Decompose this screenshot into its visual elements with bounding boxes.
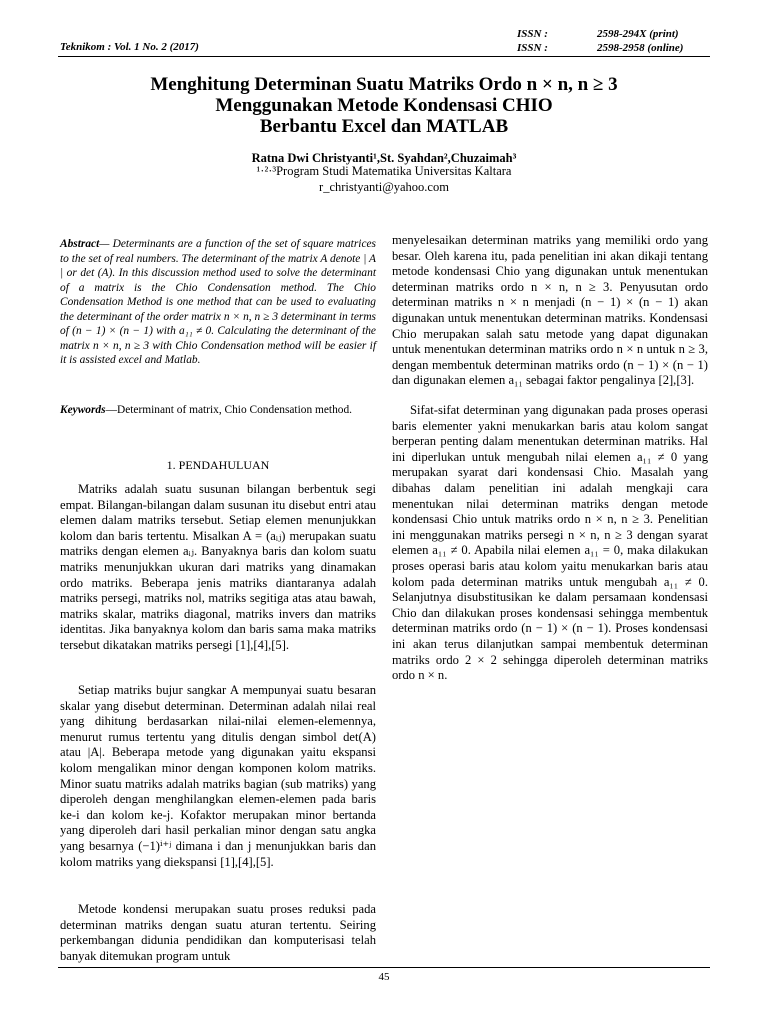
footer-rule [58,967,710,968]
issn-online: 2598-2958 (online) [597,42,684,54]
title-line-2: Menggunakan Metode Kondensasi CHIO [215,95,553,116]
paragraph-3: Metode kondensi merupakan suatu proses reduksi pada determinan matriks dengan suatu aturan tertentu. Seiring perkembangan didunia pendidikan dan komputerisasi telah banyak ditemukan program untuk [60,902,376,963]
issn-label-online: ISSN : [517,42,548,54]
keywords-text: —Determinant of matrix, Chio Condensation method. [105,404,353,416]
paragraph-1: Matriks adalah suatu susunan bilangan berbentuk segi empat. Bilangan-bilangan dalam susunan itu disebut entri atau elemen dalam matriks tersebut. Setiap elemen menunjukkan kolom dan baris tertentu. Misalkan A = (aᵢⱼ) merupakan suatu matriks dengan elemen aᵢⱼ. Banyaknya baris dan kolom suatu matriks menunjukkan ukuran dari matriks yang dinamakan ordo matriks. Beberapa jenis matriks diantaranya adalah matriks persegi, matriks nol, matriks segitiga atas atau bawah, matriks skalar, matriks diagonal, matriks invers dan matriks identitas. Jika banyaknya kolom dan baris sama maka matriks tersebut dikatakan matriks persegi [1],[4],[5]. [60,482,376,652]
paper-title [60,74,708,137]
abstract-text: — Determinants are a function of the set of square matrices to the set of real numbers. The determinant of the matrix A denote | A | or det (A). In this discussion method used to solve the determinant of a matrix is the Chio Condensation method. The Chio Condensation Method is one method that can be used to evaluating the determinant of the order matrix n × n, n ≥ 3 determinant in terms of (n − 1) × (n − 1) with a₁₁ ≠ 0. Calculating the determinant of the matrix n × n, n ≥ 3 with Chio Condensation method will be easier if it is assisted excel and Matlab. [60,238,376,366]
issn-block [517,27,683,55]
issn-print: 2598-294X (print) [597,28,679,40]
title-line-3: Berbantu Excel dan MATLAB [259,116,509,137]
right-paragraph-1: menyelesaikan determinan matriks yang memiliki ordo yang besar. Oleh karena itu, pada penelitian ini akan dikaji tentang metode kondensasi Chio yang digunakan untuk menentukan determinan matriks ordo n × n, n ≥ 3. Penyusutan ordo determinan matriks n × n menjadi (n − 1) × (n − 1) akan digunakan untuk menentukan determinan matriks. Kondensasi Chio merupakan salah satu metode yang dapat digunakan untuk menentukan determinan matriks ordo n × n untuk n ≥ 3, dengan membentuk determinan matriks ordo (n − 1) × (n − 1) dan digunakan elemen a₁₁ sebagai faktor pengalinya [2],[3]. [392,233,708,388]
section-heading: 1. PENDAHULUAN [166,458,270,472]
page-number: 45 [378,971,390,983]
paragraph-2: Setiap matriks bujur sangkar A mempunyai suatu besaran skalar yang disebut determinan. Determinan adalah nilai real yang dihitung berdasarkan nilai-nilai elemen-elemennya, menurut rumus tertentu yang ditulis dengan simbol det(A) atau |A|. Beberapa metode yang digunakan yaitu ekspansi kolom mengalikan minor dengan komponen kolom matriks. Minor suatu matriks adalah matriks bagian (sub matriks) yang diperoleh dengan menghilangkan elemen-elemen pada baris ke-i dan kolom ke-j. Kofaktor merupakan minor bertanda yang diperoleh dari hasil perkalian minor dengan satu angka yang besarnya (−1)ⁱ⁺ʲ dimana i dan j menunjukkan baris dan kolom matriks yang diekspansi [1],[4],[5]. [60,683,376,869]
journal-header: Teknikom : Vol. 1 No. 2 (2017) [60,41,199,53]
abstract [60,237,376,368]
right-paragraph-2: Sifat-sifat determinan yang digunakan pada proses operasi baris elementer yakni menukarkan baris atau kolom sangat berperan penting dalam menentukan determinan matriks. Hal ini diperlukan untuk mengubah nilai elemen a₁₁ ≠ 0 yang merupakan syarat dari kondensasi Chio. Masalah yang dibahas dalam penelitian ini adalah mengkaji cara menentukan nilai determinan matriks dengan metode kondensasi Chio untuk matriks ordo n × n, n ≥ 3. Penelitian ini menggunakan matriks persegi n × n, n ≥ 3 dengan syarat elemen a₁₁ ≠ 0. Apabila nilai elemen a₁₁ = 0, maka dilakukan proses operasi baris atau kolom yaitu menukarkan baris atau kolom pada determinan matriks untuk mengubah a₁₁ ≠ 0. Selanjutnya disubstitusikan ke dalam persamaan kondensasi Chio dan dilakukan proses kondensasi sehingga membentuk determinan matriks ordo (n − 1) × (n − 1). Proses kondensasi ini akan terus dilanjutkan sampai membentuk determinan matriks ordo 2 × 2 sehingga diperoleh determinan matriks ordo n × n. [392,403,708,683]
keywords [60,403,376,418]
keywords-label: Keywords [60,404,106,416]
issn-label-print: ISSN : [517,28,548,40]
abstract-label: Abstract [60,238,100,250]
affiliation: ¹·²·³Program Studi Matematika Universitas Kaltara [256,164,512,178]
header-rule [58,56,710,57]
author-email: r_christyanti@yahoo.com [319,180,449,194]
authors: Ratna Dwi Christyanti¹,St. Syahdan²,Chuzaimah³ [251,151,517,165]
title-line-1: Menghitung Determinan Suatu Matriks Ordo n × n, n ≥ 3 [150,74,618,95]
